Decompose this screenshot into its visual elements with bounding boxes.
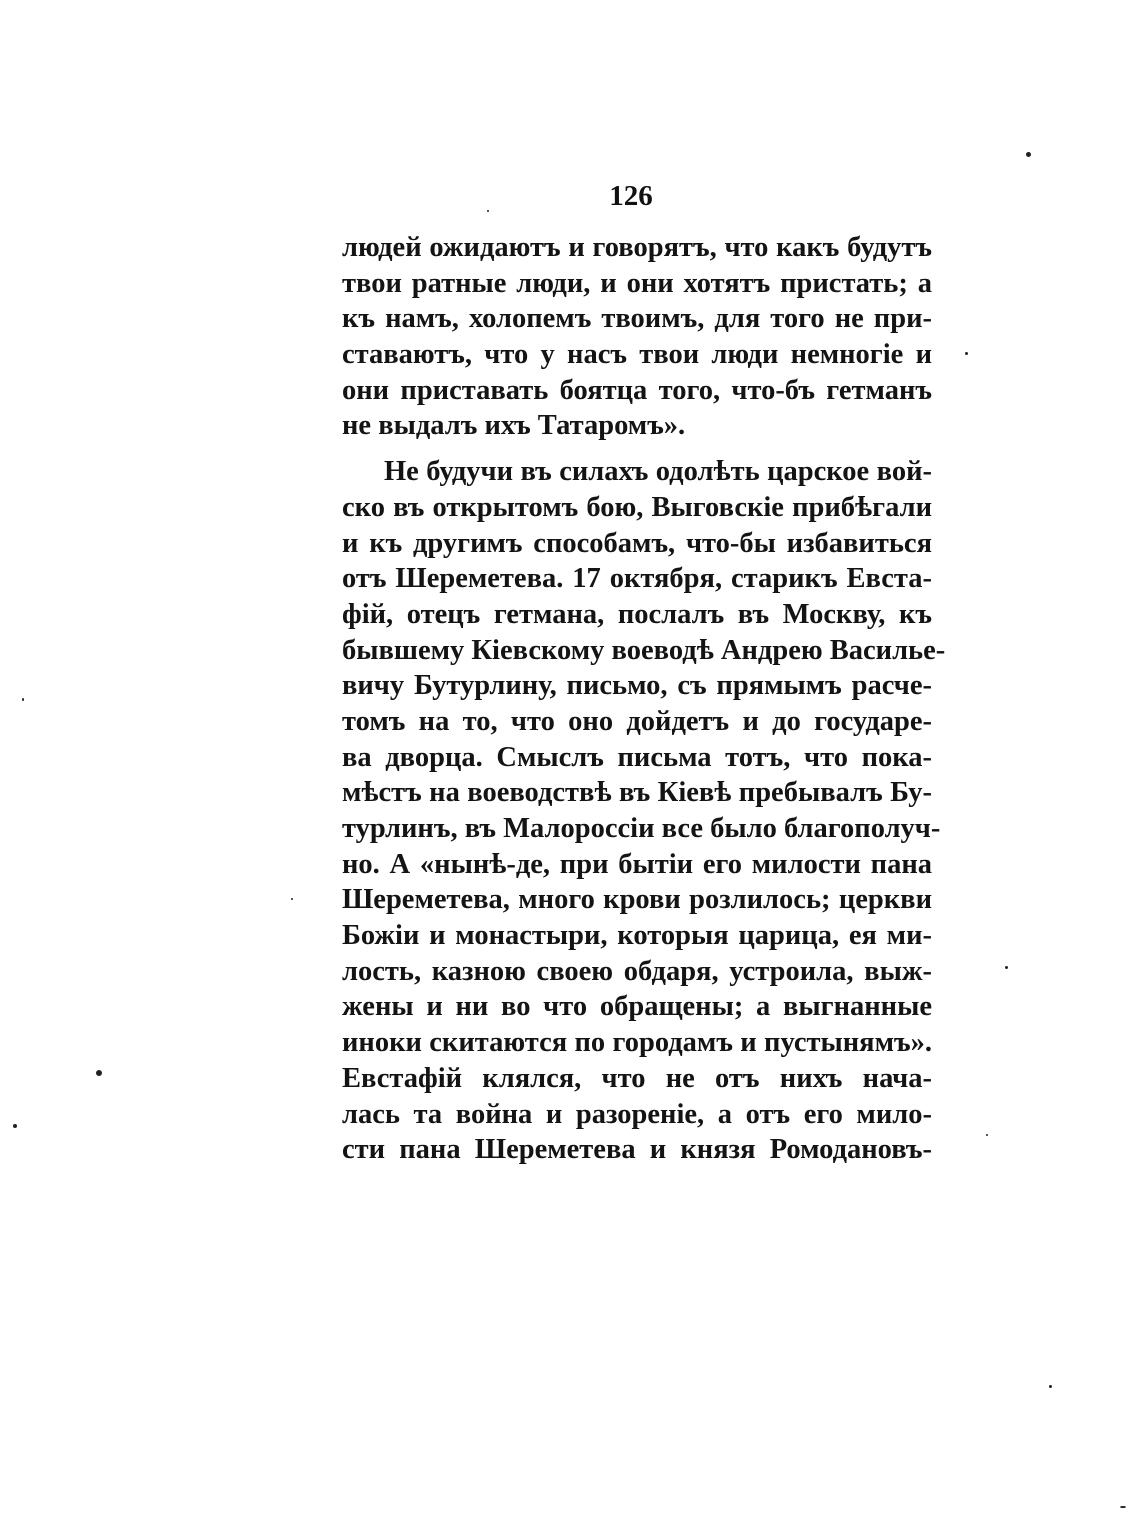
text-line: они приставать боятца того, что-бъ гетманъ xyxy=(342,374,932,406)
text-line: сти пана Шереметева и князя Ромодановъ- xyxy=(342,1134,932,1166)
scan-speck xyxy=(13,1124,17,1128)
scan-speck xyxy=(1026,152,1031,157)
text-line: ско въ открытомъ бою, Выговскіе прибѣгали xyxy=(342,491,932,523)
paragraph-gap xyxy=(342,444,932,454)
text-line: Не будучи въ силахъ одолѣть царское вой- xyxy=(384,456,932,488)
scan-speck xyxy=(96,1070,102,1076)
text-line: Евстафій клялся, что не отъ нихъ нача- xyxy=(342,1062,932,1094)
scan-speck xyxy=(1120,1506,1126,1508)
text-line: вичу Бутурлину, письмо, съ прямымъ расче- xyxy=(342,670,932,702)
text-line: Шереметева, много крови розлилось; церкви xyxy=(342,884,932,916)
scan-speck xyxy=(986,1134,988,1136)
text-line: мѣстъ на воеводствѣ въ Кіевѣ пребывалъ Бу- xyxy=(342,777,932,809)
scan-speck xyxy=(291,898,293,900)
paragraph-2 xyxy=(342,454,946,1168)
paragraph-1 xyxy=(342,230,932,444)
text-line: фій, отецъ гетмана, послалъ въ Москву, къ xyxy=(342,598,932,630)
text-line: твои ратные люди, и они хотятъ пристать; а xyxy=(342,267,932,299)
text-line: томъ на то, что оно дойдетъ и до государе- xyxy=(342,705,932,737)
text-line: но. А «нынѣ-де, при бытіи его милости пана xyxy=(342,848,932,880)
text-line: турлинъ, въ Малороссіи все было благополуч- xyxy=(342,813,941,844)
text-line: отъ Шереметева. 17 октября, старикъ Евста- xyxy=(342,563,932,595)
page-number: 126 xyxy=(609,180,653,212)
text-line: иноки скитаются по городамъ и пустынямъ». xyxy=(342,1027,932,1059)
text-line: бывшему Кіевскому воеводѣ Андрею Василье- xyxy=(342,634,946,666)
scan-speck xyxy=(1005,966,1008,969)
text-line: ставаютъ, что у насъ твои люди немногіе и xyxy=(342,339,932,371)
text-line: лась та война и разореніе, а отъ его мило- xyxy=(342,1098,932,1130)
text-line: Божіи и монастыри, которыя царица, ея ми- xyxy=(342,920,932,952)
text-line: къ намъ, холопемъ твоимъ, для того не при- xyxy=(342,303,932,335)
scan-speck xyxy=(22,698,24,701)
text-line: лость, казною своею обдаря, устроила, выж- xyxy=(342,955,932,987)
scan-speck xyxy=(487,210,489,212)
text-line: людей ожидаютъ и говорятъ, что какъ будутъ xyxy=(342,232,932,263)
text-line: ва дворца. Смыслъ письма тотъ, что пока- xyxy=(342,741,932,773)
text-line: жены и ни во что обращены; а выгнанные xyxy=(342,991,932,1023)
body-text xyxy=(342,230,946,1168)
text-line: не выдалъ ихъ Татаромъ». xyxy=(342,410,686,442)
scan-speck xyxy=(965,352,968,355)
text-line: и къ другимъ способамъ, что-бы избавиться xyxy=(342,527,932,559)
scan-speck xyxy=(1049,1385,1052,1388)
